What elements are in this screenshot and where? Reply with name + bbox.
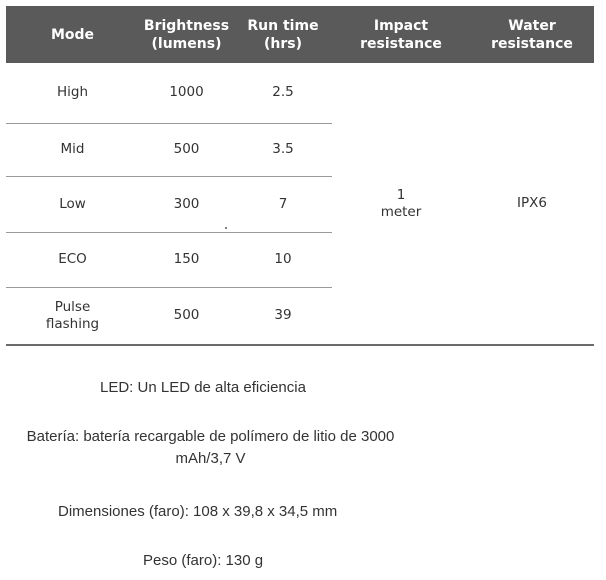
brightness-cell: 1000 [139, 63, 234, 123]
mode-cell: High [6, 63, 139, 123]
mode-cell: ECO [6, 232, 139, 287]
battery-spec: Batería: batería recargable de polímero de litio de 3000 mAh/3,7 V [26, 428, 395, 467]
mode-cell: Low [6, 176, 139, 232]
water-resistance-cell: IPX6 [470, 63, 594, 345]
impact-resistance-cell: 1 meter [332, 63, 470, 345]
runtime-cell: 7 [234, 176, 332, 232]
header-run-time: Run time (hrs) [247, 17, 319, 52]
runtime-cell: 3.5 [234, 123, 332, 176]
header-water-resistance: Water resistance [491, 17, 573, 52]
mode-cell: Mid [6, 123, 139, 176]
header-brightness: Brightness (lumens) [143, 17, 230, 52]
led-spec: LED: Un LED de alta eficiencia [100, 379, 306, 396]
brightness-cell: 300 [139, 176, 234, 232]
runtime-cell: 39 [234, 287, 332, 345]
runtime-cell: 10 [234, 232, 332, 287]
header-mode: Mode [50, 26, 95, 43]
brightness-cell: 500 [139, 287, 234, 345]
runtime-cell: 2.5 [234, 63, 332, 123]
header-impact-resistance: Impact resistance [360, 17, 442, 52]
dimensions-spec: Dimensiones (faro): 108 x 39,8 x 34,5 mm [58, 503, 338, 520]
brightness-cell: 500 [139, 123, 234, 176]
brightness-cell: 150 [139, 232, 234, 287]
weight-spec: Peso (faro): 130 g [143, 552, 264, 569]
table-row [6, 63, 594, 123]
spec-table [6, 6, 594, 346]
stray-dot [225, 227, 227, 229]
mode-cell: Pulse flashing [6, 287, 139, 345]
table-header-row [6, 6, 594, 63]
